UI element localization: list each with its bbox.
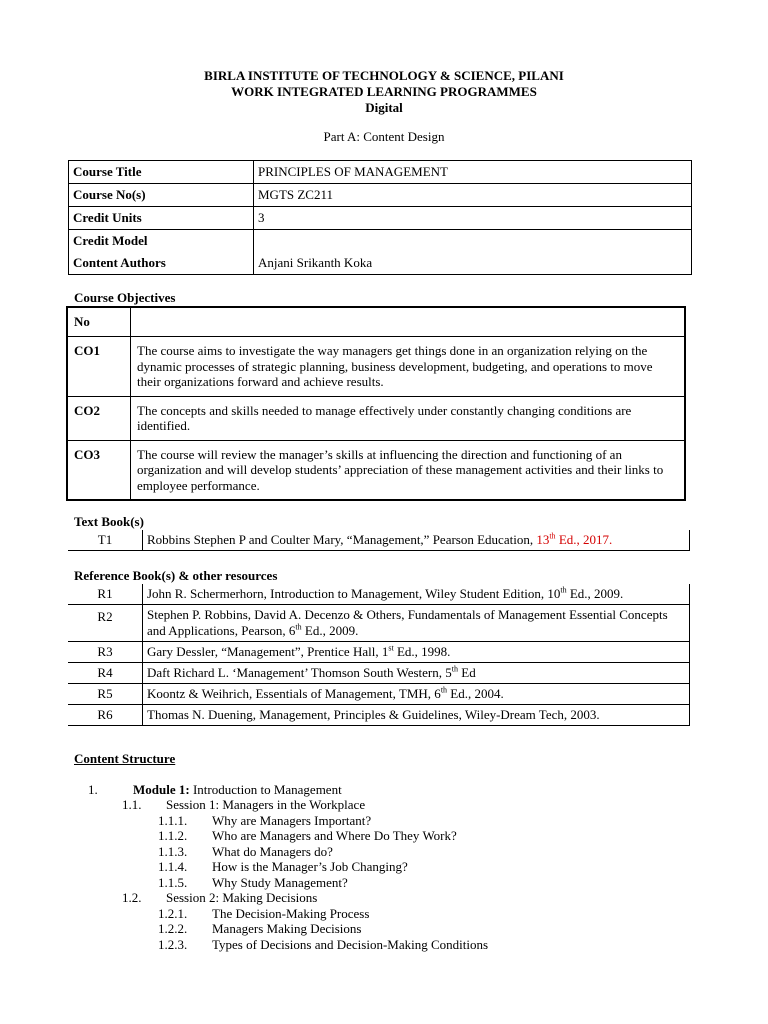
programme-name: WORK INTEGRATED LEARNING PROGRAMMES [231, 84, 537, 99]
objectives-heading: Course Objectives [74, 290, 176, 305]
text-book-edition: 13th Ed., 2017. [536, 531, 613, 547]
session-title: Session 2: Making Decisions [166, 890, 318, 905]
text-book-text: Robbins Stephen P and Coulter Mary, “Management,” Pearson Education, [147, 532, 537, 547]
reference-entry: Koontz & Weihrich, Essentials of Management, TMH, 6th Ed., 2004. [143, 684, 690, 705]
objective-text: The course aims to investigate the way managers get things done in an organization relying on the dynamic processes of strategic planning, business development, budgeting, and operations to move their organizations forward and achieve results. [131, 337, 686, 397]
credit-units-value: 3 [254, 207, 692, 230]
topic-title: Who are Managers and Where Do They Work? [212, 828, 457, 843]
outline-number: 1.1.3. [158, 843, 188, 859]
topic-title: What do Managers do? [212, 843, 333, 859]
programme-mode: Digital [365, 100, 403, 115]
reference-code: R3 [68, 642, 143, 663]
outline-number: 1.1.5. [158, 874, 188, 890]
topic-title: Why Study Management? [212, 874, 348, 890]
outline-number: 1.1. [122, 797, 142, 812]
reference-entry: Daft Richard L. ‘Management’ Thomson South Western, 5th Ed [143, 663, 690, 684]
objective-row [67, 396, 685, 440]
reference-row [68, 663, 690, 684]
course-title-value: PRINCIPLES OF MANAGEMENT [254, 161, 692, 184]
outline-number: 1.1.2. [158, 828, 188, 843]
objective-text: The concepts and skills needed to manage effectively under constantly changing conditions are identified. [131, 396, 686, 440]
reference-entry: Stephen P. Robbins, David A. Decenzo & Others, Fundamentals of Management Essential Concepts and Applications, Pearson, 6th Ed., 2009. [143, 605, 690, 642]
course-title-label: Course Title [69, 161, 254, 184]
reference-row [68, 584, 690, 605]
content-authors-value: Anjani Srikanth Koka [254, 230, 692, 275]
reference-entry: Gary Dessler, “Management”, Prentice Hall, 1st Ed., 1998. [143, 642, 690, 663]
outline-number: 1.2.3. [158, 936, 188, 952]
outline-number: 1.1.4. [158, 859, 188, 874]
module-number: 1. [88, 782, 98, 797]
credit-model-row [69, 230, 692, 253]
objectives-header-row [67, 307, 685, 337]
objective-row [67, 440, 685, 500]
course-info-table [68, 160, 692, 275]
reference-row [68, 605, 690, 642]
reference-code: R4 [68, 663, 143, 684]
objective-no: CO1 [67, 337, 131, 397]
credit-model-label: Credit Model [69, 230, 254, 253]
outline-number: 1.1.1. [158, 812, 188, 828]
topic-title: How is the Manager’s Job Changing? [212, 859, 408, 874]
institute-name: BIRLA INSTITUTE OF TECHNOLOGY & SCIENCE, PILANI [204, 68, 564, 83]
outline-number: 1.2. [122, 890, 142, 905]
outline-number: 1.2.1. [158, 905, 188, 921]
course-no-label: Course No(s) [69, 184, 254, 207]
reference-code: R2 [68, 605, 143, 642]
reference-entry: John R. Schermerhorn, Introduction to Management, Wiley Student Edition, 10th Ed., 2009. [143, 584, 690, 605]
course-no-value: MGTS ZC211 [254, 184, 692, 207]
credit-units-row [69, 207, 692, 230]
reference-row [68, 705, 690, 726]
topic-title: Why are Managers Important? [212, 812, 372, 828]
module-title: Module 1: Introduction to Management [133, 782, 342, 797]
objectives-table [66, 306, 686, 501]
topic-title: Managers Making Decisions [212, 921, 362, 936]
session-title: Session 1: Managers in the Workplace [166, 797, 366, 812]
reference-entry: Thomas N. Duening, Management, Principles & Guidelines, Wiley-Dream Tech, 2003. [143, 705, 690, 726]
text-book-code: T1 [68, 530, 143, 551]
topic-title: The Decision-Making Process [212, 905, 370, 921]
objectives-no-header: No [67, 307, 131, 337]
text-book-row [68, 530, 690, 551]
reference-books-table [68, 584, 690, 726]
reference-books-heading: Reference Book(s) & other resources [74, 568, 278, 583]
reference-row [68, 684, 690, 705]
outline-number: 1.2.2. [158, 921, 188, 936]
objective-row [67, 337, 685, 397]
course-title-row [69, 161, 692, 184]
content-structure-heading: Content Structure [74, 751, 176, 766]
objective-no: CO2 [67, 396, 131, 440]
reference-code: R5 [68, 684, 143, 705]
reference-row [68, 642, 690, 663]
credit-units-label: Credit Units [69, 207, 254, 230]
text-books-table [68, 530, 690, 551]
course-no-row [69, 184, 692, 207]
part-title: Part A: Content Design [323, 129, 445, 144]
topic-title: Types of Decisions and Decision-Making Conditions [212, 936, 489, 952]
reference-code: R1 [68, 584, 143, 605]
objective-no: CO3 [67, 440, 131, 500]
content-authors-label: Content Authors [69, 252, 254, 275]
reference-code: R6 [68, 705, 143, 726]
objective-text: The course will review the manager’s skills at influencing the direction and functioning of an organization and will develop students’ appreciation of these management activities and their links to employee performance. [131, 440, 686, 500]
text-books-heading: Text Book(s) [74, 514, 144, 529]
text-book-entry [143, 530, 690, 551]
